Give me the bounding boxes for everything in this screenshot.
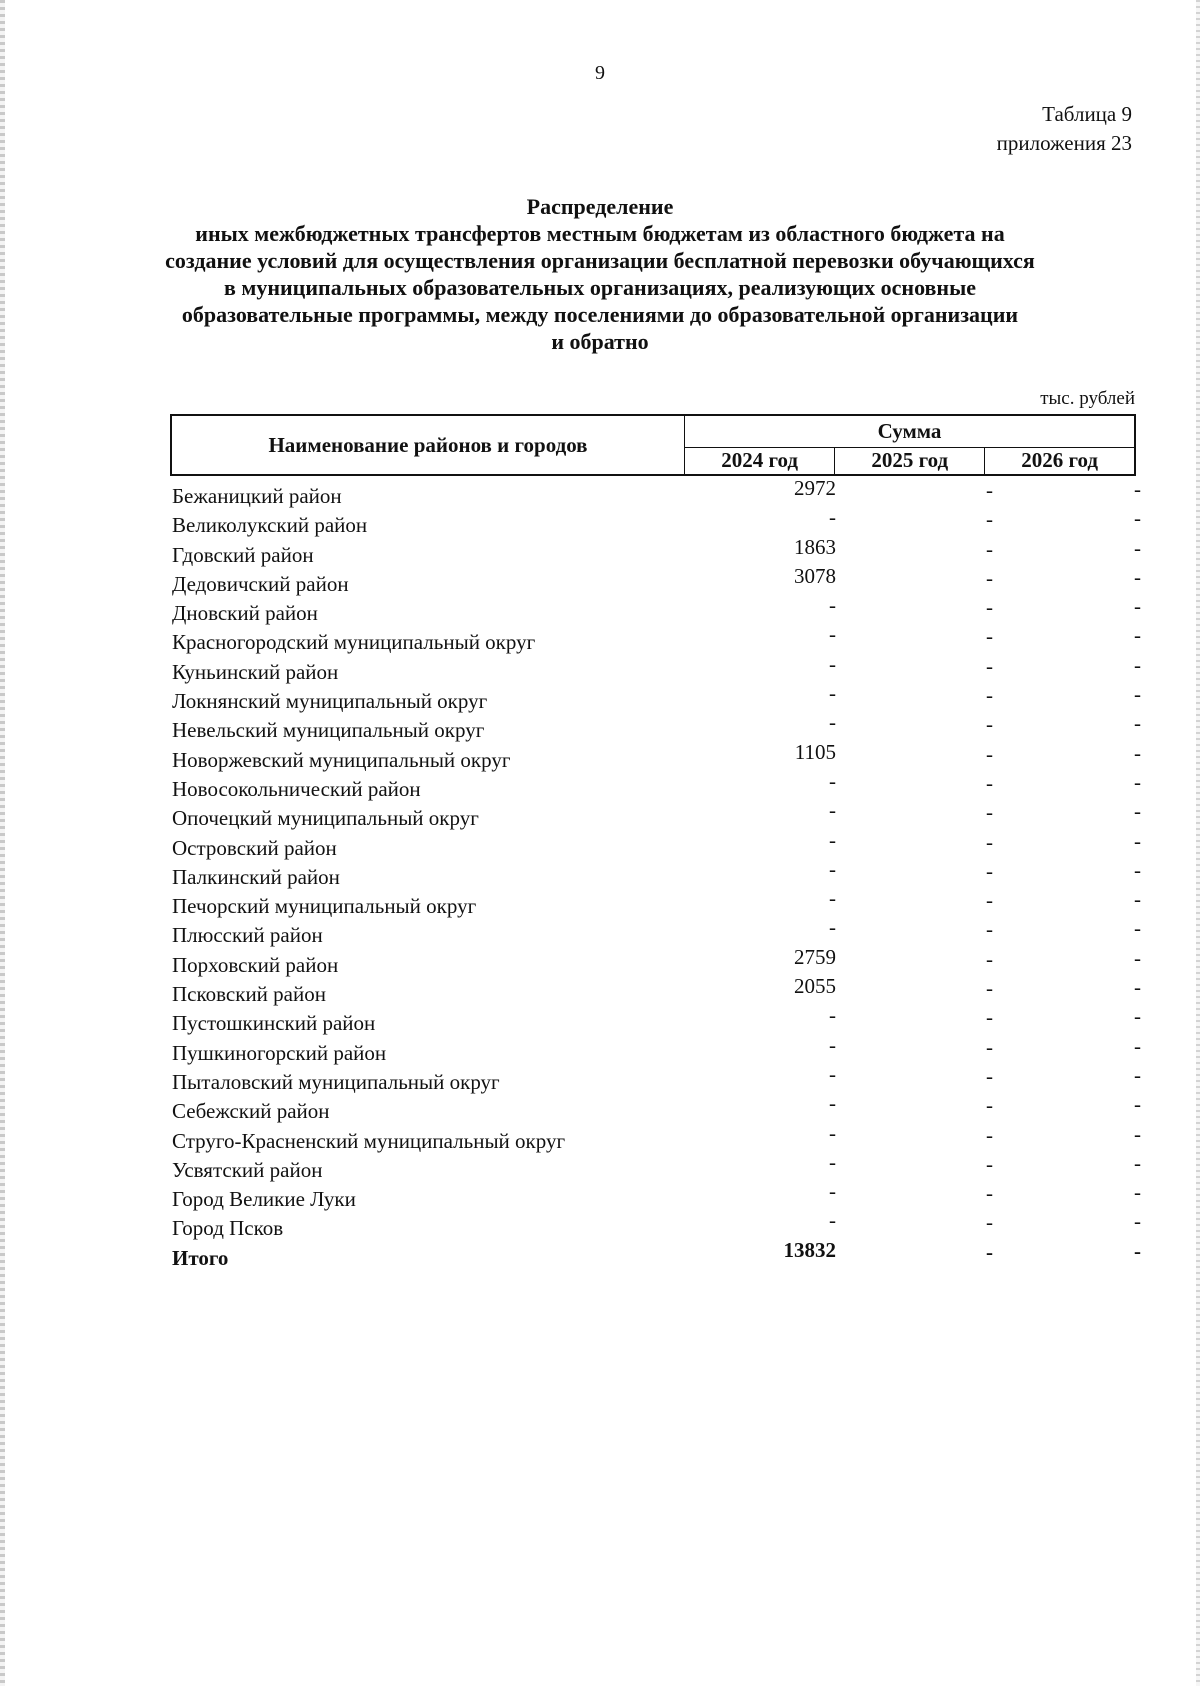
cell-2024: - (829, 1091, 836, 1116)
cell-2026: - (1134, 975, 1141, 1000)
table-row (0, 476, 1200, 509)
cell-2025: - (986, 1063, 993, 1088)
row-name: Бежаницкий район (172, 484, 342, 508)
cell-2024: - (829, 1179, 836, 1204)
reference-appendix: приложения 23 (996, 131, 1132, 155)
cell-2026: - (1134, 1150, 1141, 1175)
row-name: Дновский район (172, 601, 318, 626)
total-2025: - (986, 1239, 993, 1264)
document-title (150, 193, 1050, 355)
row-name: Пустошкинский район (172, 1011, 376, 1036)
table-row (0, 886, 1200, 919)
cell-2024: - (829, 681, 836, 706)
table-row (0, 681, 1200, 714)
cell-2026: - (1134, 1209, 1141, 1234)
cell-2025: - (986, 976, 993, 1001)
row-name: Себежский район (172, 1099, 330, 1124)
table-row (0, 1032, 1200, 1066)
cell-2024: - (829, 768, 836, 793)
row-name: Город Псков (172, 1216, 284, 1241)
row-name: Струго-Красненский муниципальный округ (172, 1128, 566, 1153)
table-row (0, 827, 1200, 861)
cell-2025: - (986, 770, 993, 795)
table-row (0, 1179, 1200, 1212)
row-name: Островский район (172, 835, 337, 860)
row-name: Опочецкий муниципальный округ (172, 806, 479, 831)
table-row (0, 944, 1200, 978)
cell-2025: - (986, 595, 993, 620)
table-body (0, 476, 1200, 1271)
cell-2024: - (829, 915, 836, 940)
cell-2024: 1863 (794, 534, 836, 559)
row-name: Город Великие Луки (172, 1187, 356, 1212)
title-line-2: иных межбюджетных трансфертов местным бюджетам из областного бюджета на (195, 221, 1005, 246)
total-2026: - (1134, 1238, 1141, 1263)
cell-2026: - (1134, 535, 1141, 560)
cell-2024: - (829, 1120, 836, 1145)
table-row (0, 1149, 1200, 1183)
cell-2024: - (829, 856, 836, 881)
table-row (0, 915, 1200, 948)
row-name: Локнянский муниципальный округ (172, 689, 488, 714)
row-name: Усвятский район (172, 1157, 323, 1182)
cell-2024: - (829, 1208, 836, 1233)
cell-2025: - (986, 1210, 993, 1235)
cell-2024: - (829, 827, 836, 852)
row-name: Печорский муниципальный округ (172, 894, 477, 919)
cell-2025: - (986, 917, 993, 942)
title-line-5: образовательные программы, между поселениями до образовательной организации (181, 302, 1019, 327)
row-name: Невельский муниципальный округ (172, 718, 485, 743)
row-name: Порховский район (172, 952, 339, 977)
reference-table-number: Таблица 9 (1042, 102, 1132, 126)
table-row (0, 651, 1200, 685)
cell-2025: - (986, 858, 993, 883)
cell-2025: - (986, 800, 993, 825)
cell-2025: - (986, 683, 993, 708)
cell-2026: - (1134, 916, 1141, 941)
cell-2026: - (1134, 506, 1141, 531)
cell-2024: - (829, 1149, 836, 1174)
table-row (0, 856, 1200, 890)
table-header (170, 414, 1136, 476)
cell-2024: - (829, 1061, 836, 1086)
table-row (0, 739, 1200, 773)
cell-2025: - (986, 1005, 993, 1030)
cell-2025: - (986, 507, 993, 532)
row-name: Новосокольнический район (172, 776, 421, 801)
cell-2026: - (1134, 652, 1141, 677)
table-reference (997, 100, 1132, 158)
row-name: Великолукский район (172, 513, 368, 538)
cell-2024: 2055 (794, 974, 836, 999)
cell-2026: - (1134, 682, 1141, 707)
header-2025: 2025 год (835, 447, 985, 475)
table-row (0, 622, 1200, 655)
cell-2025: - (986, 1151, 993, 1176)
cell-2026: - (1134, 857, 1141, 882)
cell-2026: - (1134, 477, 1141, 501)
cell-2024: 3078 (794, 563, 836, 588)
cell-2026: - (1134, 1092, 1141, 1117)
table-row (0, 563, 1200, 597)
cell-2025: - (986, 1122, 993, 1147)
total-2024: 13832 (783, 1237, 836, 1262)
cell-2026: - (1134, 945, 1141, 970)
cell-2024: - (829, 593, 836, 618)
table-row (0, 710, 1200, 743)
cell-2025: - (986, 946, 993, 971)
table-row (0, 768, 1200, 802)
cell-2025: - (986, 536, 993, 561)
cell-2026: - (1134, 828, 1141, 853)
table-row (0, 1061, 1200, 1095)
row-name: Куньинский район (172, 659, 339, 684)
total-row (0, 1237, 1200, 1271)
title-line-1: Распределение (526, 194, 674, 219)
cell-2025: - (986, 478, 993, 502)
page-number: 9 (595, 62, 605, 84)
cell-2024: - (829, 622, 836, 647)
cell-2026: - (1134, 711, 1141, 736)
cell-2025: - (986, 888, 993, 913)
table-row (0, 1003, 1200, 1036)
cell-2026: - (1134, 799, 1141, 824)
cell-2026: - (1134, 594, 1141, 619)
cell-2024: - (829, 1003, 836, 1028)
table-row (0, 798, 1200, 831)
cell-2024: 2759 (794, 944, 836, 969)
cell-2024: - (829, 886, 836, 911)
table-row (0, 534, 1200, 568)
row-name: Палкинский район (172, 864, 340, 889)
cell-2025: - (986, 741, 993, 766)
cell-2026: - (1134, 1121, 1141, 1146)
cell-2026: - (1134, 769, 1141, 794)
row-name: Пушкиногорский район (172, 1040, 387, 1065)
cell-2025: - (986, 653, 993, 678)
cell-2024: - (829, 651, 836, 676)
row-name: Новоржевский муниципальный округ (172, 747, 511, 772)
row-name: Пыталовский муниципальный округ (172, 1069, 500, 1094)
table-row (0, 1091, 1200, 1124)
cell-2024: - (829, 710, 836, 735)
cell-2025: - (986, 1093, 993, 1118)
cell-2025: - (986, 712, 993, 737)
header-2026: 2026 год (985, 447, 1135, 475)
cell-2026: - (1134, 740, 1141, 765)
row-name: Красногородский муниципальный округ (172, 630, 536, 655)
title-line-3: создание условий для осуществления организации бесплатной перевозки обучающихся (165, 248, 1035, 273)
row-name: Плюсский район (172, 923, 323, 948)
cell-2024: - (829, 798, 836, 823)
total-label: Итого (172, 1245, 229, 1270)
row-name: Дедовичский район (172, 571, 349, 596)
cell-2024: - (829, 1032, 836, 1057)
row-name: Гдовский район (172, 542, 314, 567)
cell-2025: - (986, 829, 993, 854)
table-row (0, 505, 1200, 538)
row-name: Псковский район (172, 982, 326, 1007)
header-name: Наименование районов и городов (171, 415, 685, 475)
cell-2026: - (1134, 1062, 1141, 1087)
cell-2026: - (1134, 1033, 1141, 1058)
cell-2024: - (829, 505, 836, 530)
cell-2026: - (1134, 564, 1141, 589)
cell-2026: - (1134, 887, 1141, 912)
table-row (0, 593, 1200, 626)
cell-2026: - (1134, 1180, 1141, 1205)
cell-2026: - (1134, 623, 1141, 648)
cell-2024: 2972 (794, 476, 836, 500)
header-sum: Сумма (685, 415, 1136, 447)
title-line-6: и обратно (551, 329, 649, 354)
cell-2026: - (1134, 1004, 1141, 1029)
title-line-4: в муниципальных образовательных организациях, реализующих основные (223, 275, 977, 300)
table-row (0, 974, 1200, 1007)
cell-2025: - (986, 1034, 993, 1059)
header-2024: 2024 год (685, 447, 835, 475)
cell-2025: - (986, 565, 993, 590)
cell-2025: - (986, 1181, 993, 1206)
cell-2025: - (986, 624, 993, 649)
unit-label: тыс. рублей (1040, 388, 1135, 409)
cell-2024: 1105 (794, 739, 836, 764)
table-row (0, 1120, 1200, 1154)
table-row (0, 1208, 1200, 1241)
